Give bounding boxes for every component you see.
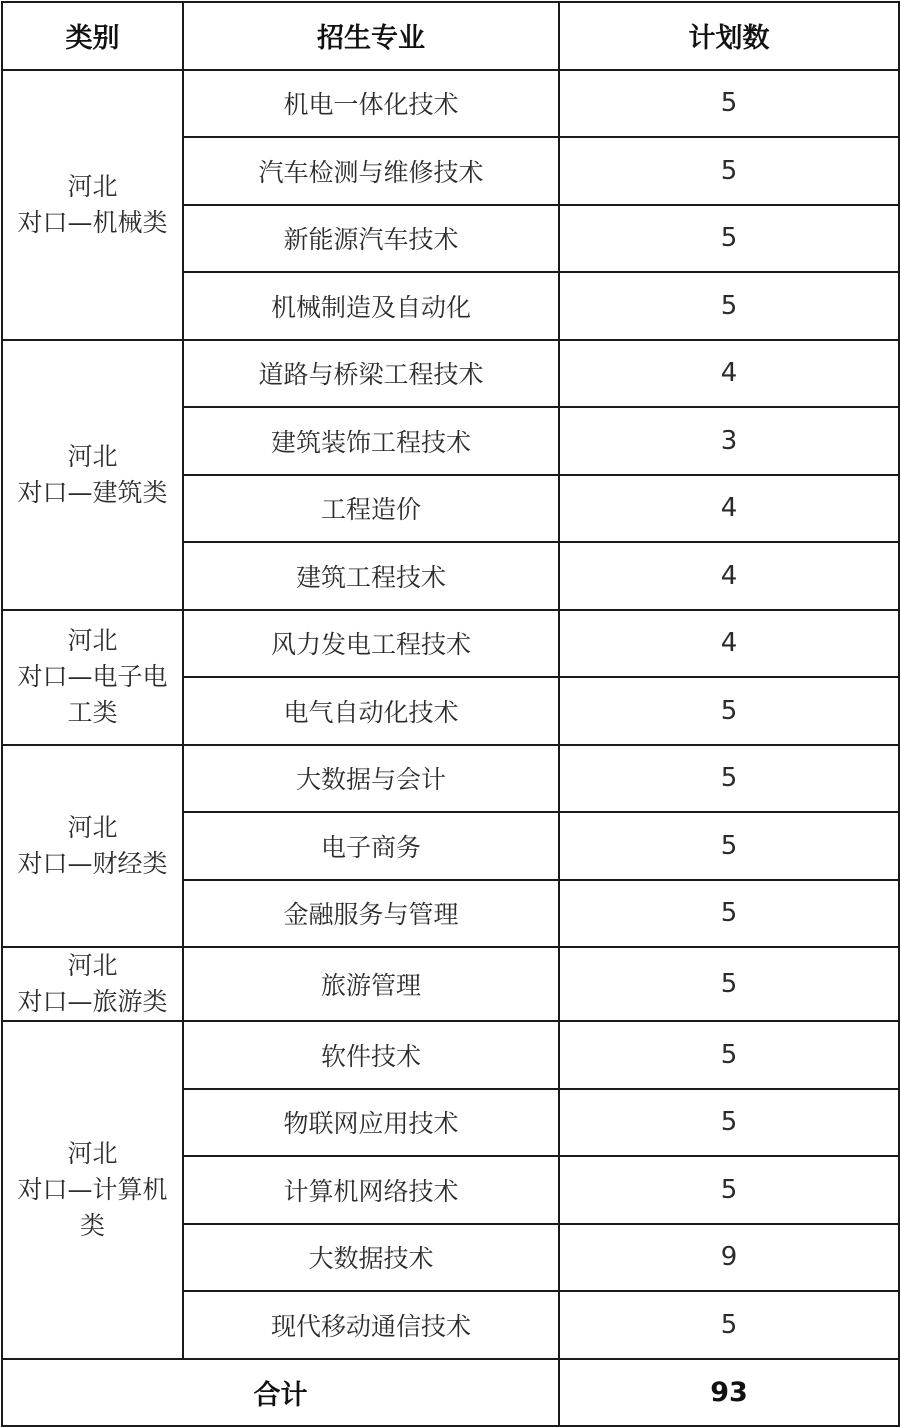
major-cell: 新能源汽车技术 bbox=[183, 205, 559, 273]
plan-count-cell: 5 bbox=[559, 272, 899, 340]
plan-count-cell: 5 bbox=[559, 745, 899, 813]
plan-count-cell: 5 bbox=[559, 1291, 899, 1359]
table-header-row bbox=[2, 2, 899, 70]
plan-count-cell: 4 bbox=[559, 475, 899, 543]
plan-count-cell: 9 bbox=[559, 1224, 899, 1292]
category-line: 河北 bbox=[67, 812, 118, 842]
major-cell: 建筑工程技术 bbox=[183, 542, 559, 610]
table-row bbox=[2, 1021, 899, 1089]
category-cell bbox=[2, 947, 183, 1021]
plan-count-cell: 5 bbox=[559, 137, 899, 205]
major-cell: 大数据与会计 bbox=[183, 745, 559, 813]
plan-count-cell: 5 bbox=[559, 70, 899, 138]
major-cell: 电子商务 bbox=[183, 812, 559, 880]
plan-count-cell: 5 bbox=[559, 880, 899, 948]
plan-count-cell: 5 bbox=[559, 1089, 899, 1157]
category-cell bbox=[2, 745, 183, 948]
major-cell: 软件技术 bbox=[183, 1021, 559, 1089]
major-cell: 物联网应用技术 bbox=[183, 1089, 559, 1157]
total-value: 93 bbox=[559, 1359, 899, 1427]
header-plan-count: 计划数 bbox=[559, 2, 899, 70]
plan-count-cell: 3 bbox=[559, 407, 899, 475]
plan-count-cell: 4 bbox=[559, 340, 899, 408]
category-line: 对口—计算机 bbox=[17, 1174, 168, 1204]
plan-count-cell: 5 bbox=[559, 1021, 899, 1089]
plan-count-cell: 5 bbox=[559, 947, 899, 1021]
category-line: 河北 bbox=[67, 171, 118, 201]
table-row bbox=[2, 340, 899, 408]
category-line: 河北 bbox=[67, 626, 118, 655]
plan-count-cell: 5 bbox=[559, 677, 899, 745]
major-cell: 工程造价 bbox=[183, 475, 559, 543]
major-cell: 机械制造及自动化 bbox=[183, 272, 559, 340]
plan-count-cell: 5 bbox=[559, 1156, 899, 1224]
plan-count-cell: 4 bbox=[559, 610, 899, 678]
category-line: 河北 bbox=[67, 441, 118, 471]
major-cell: 汽车检测与维修技术 bbox=[183, 137, 559, 205]
plan-count-cell: 5 bbox=[559, 812, 899, 880]
category-line: 类 bbox=[79, 1210, 105, 1240]
category-cell bbox=[2, 1021, 183, 1359]
major-cell: 电气自动化技术 bbox=[183, 677, 559, 745]
plan-count-cell: 5 bbox=[559, 205, 899, 273]
table-row bbox=[2, 745, 899, 813]
major-cell: 建筑装饰工程技术 bbox=[183, 407, 559, 475]
category-cell bbox=[2, 70, 183, 340]
category-line: 河北 bbox=[67, 1138, 118, 1168]
category-line: 对口—财经类 bbox=[17, 848, 168, 878]
table-row bbox=[2, 947, 899, 1021]
header-category: 类别 bbox=[2, 2, 183, 70]
enrollment-plan-table bbox=[1, 1, 900, 1427]
plan-count-cell: 4 bbox=[559, 542, 899, 610]
major-cell: 机电一体化技术 bbox=[183, 70, 559, 138]
category-line: 河北 bbox=[67, 951, 118, 980]
major-cell: 旅游管理 bbox=[183, 947, 559, 1021]
major-cell: 计算机网络技术 bbox=[183, 1156, 559, 1224]
table-row bbox=[2, 610, 899, 678]
total-row bbox=[2, 1359, 899, 1427]
major-cell: 现代移动通信技术 bbox=[183, 1291, 559, 1359]
category-line: 对口—旅游类 bbox=[17, 987, 168, 1016]
table-row bbox=[2, 70, 899, 138]
category-line: 对口—电子电 bbox=[17, 662, 168, 691]
category-cell bbox=[2, 340, 183, 610]
table-body bbox=[2, 70, 899, 1359]
major-cell: 金融服务与管理 bbox=[183, 880, 559, 948]
header-major: 招生专业 bbox=[183, 2, 559, 70]
major-cell: 风力发电工程技术 bbox=[183, 610, 559, 678]
major-cell: 道路与桥梁工程技术 bbox=[183, 340, 559, 408]
total-label: 合计 bbox=[2, 1359, 559, 1427]
category-line: 对口—建筑类 bbox=[17, 477, 168, 507]
category-line: 对口—机械类 bbox=[17, 207, 168, 237]
major-cell: 大数据技术 bbox=[183, 1224, 559, 1292]
category-cell bbox=[2, 610, 183, 745]
category-line: 工类 bbox=[67, 698, 118, 727]
